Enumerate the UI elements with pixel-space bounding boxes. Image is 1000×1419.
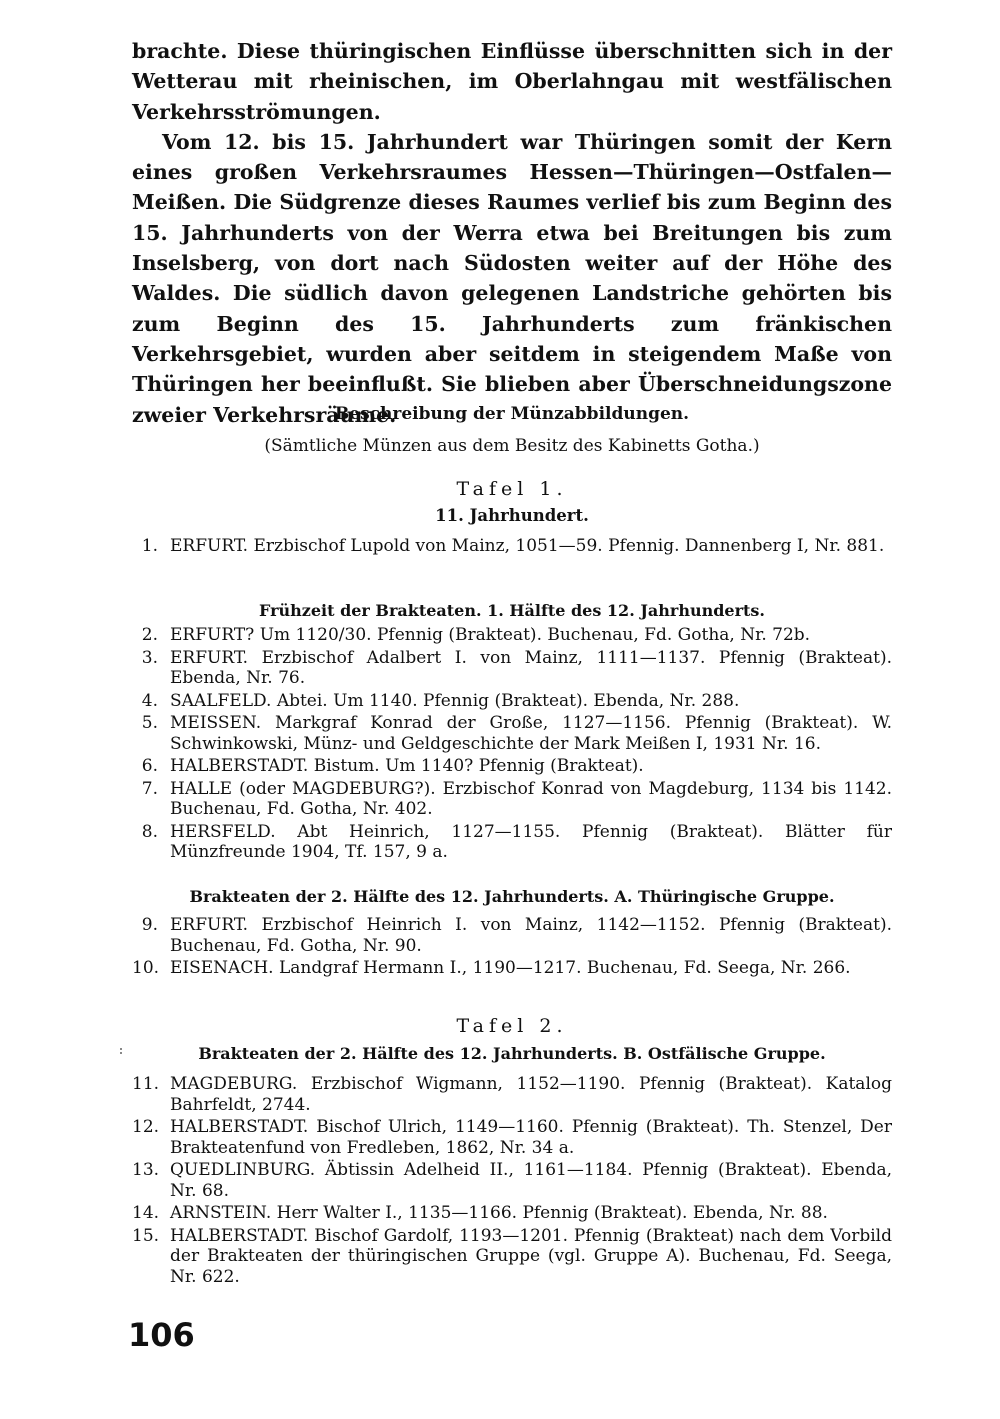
entry-number: 14. [132, 1203, 160, 1223]
entry-text: ERFURT? Um 1120/30. Pfennig (Brakteat). Buchenau, Fd. Gotha, Nr. 72b. [170, 625, 811, 645]
entry-number: 3. [141, 647, 158, 668]
list-item [132, 691, 892, 712]
group-heading-early: Frühzeit der Brakteaten. 1. Hälfte des 12. Jahrhunderts. [258, 601, 765, 620]
list-item [132, 915, 892, 956]
coin-list-3 [132, 915, 892, 981]
entry-number: 4. [141, 690, 158, 711]
plate-1-heading: Tafel 1. [456, 478, 568, 500]
entry-text: HALBERSTADT. Bischof Ulrich, 1149—1160. Pfennig (Brakteat). Th. Stenzel, Der Brakteatenfund von Fredleben, 1862, Nr. 34 a. [170, 1117, 892, 1158]
entry-number: 9. [141, 915, 158, 935]
list-item [132, 958, 892, 979]
entry-text: ARNSTEIN. Herr Walter I., 1135—1166. Pfennig (Brakteat). Ebenda, Nr. 88. [170, 1203, 828, 1223]
list-item [132, 756, 892, 777]
intro-paragraph-2: Vom 12. bis 15. Jahrhundert war Thüringen somit der Kern eines großen Verkehrsraumes Hessen—Thüringen—Ostfalen—Meißen. Die Südgrenze dieses Raumes verlief bis zum Beginn des 15. Jahrhunderts von der Werra etwa bei Breitungen bis zum Inselsberg, von dort nach Südosten weiter auf der Höhe des Waldes. Die südlich davon gelegenen Landstriche gehörten bis zum Beginn des 15. Jahrhunderts zum fränkischen Verkehrsgebiet, wurden aber seitdem in steigendem Maße von Thüringen her beeinflußt. Sie blieben aber Überschneidungszone zweier Verkehrsräume. [132, 129, 892, 427]
entry-text: ERFURT. Erzbischof Heinrich I. von Mainz, 1142—1152. Pfennig (Brakteat). Buchenau, Fd. Gotha, Nr. 90. [170, 915, 892, 956]
entry-text: HALBERSTADT. Bistum. Um 1140? Pfennig (Brakteat). [170, 756, 644, 776]
group-heading-thuringian: Brakteaten der 2. Hälfte des 12. Jahrhunderts. A. Thüringische Gruppe. [189, 887, 835, 906]
entry-number: 2. [141, 625, 158, 645]
list-item [132, 1226, 892, 1288]
group-heading-ostfalian: Brakteaten der 2. Hälfte des 12. Jahrhunderts. B. Ostfälische Gruppe. [198, 1044, 826, 1063]
entry-number: 13. [132, 1160, 160, 1180]
list-item [132, 1074, 892, 1115]
entry-number: 11. [132, 1074, 160, 1094]
entry-text: SAALFELD. Abtei. Um 1140. Pfennig (Brakteat). Ebenda, Nr. 288. [170, 690, 740, 711]
page-number: 106 [128, 1316, 195, 1354]
entry-text: HERSFELD. Abt Heinrich, 1127—1155. Pfennig (Brakteat). Blätter für Münzfreunde 1904, Tf. 157, 9 a. [170, 821, 892, 862]
entry-text: ERFURT. Erzbischof Adalbert I. von Mainz, 1111—1137. Pfennig (Brakteat). Ebenda, Nr. 76. [170, 647, 892, 688]
list-item [132, 822, 892, 863]
entry-number: 5. [141, 713, 158, 733]
entry-number: 7. [141, 778, 158, 799]
entry-number: 12. [132, 1117, 160, 1137]
plate-2-heading: Tafel 2. [456, 1015, 568, 1037]
entry-text: HALLE (oder MAGDEBURG?). Erzbischof Konrad von Magdeburg, 1134 bis 1142. Buchenau, Fd. Gotha, Nr. 402. [170, 778, 892, 819]
list-item [132, 625, 892, 646]
list-item [132, 648, 892, 689]
section-title: Beschreibung der Münzabbildungen. [334, 404, 690, 424]
section-subtitle: (Sämtliche Münzen aus dem Besitz des Kabinetts Gotha.) [264, 436, 760, 456]
list-item [132, 536, 892, 557]
intro-paragraph-1: brachte. Diese thüringischen Einflüsse überschnitten sich in der Wetterau mit rheinischen, im Oberlahngau mit westfälischen Verkehrsströmungen. [132, 39, 892, 124]
entry-number: 15. [132, 1225, 160, 1246]
coin-list-1 [132, 536, 892, 559]
coin-list-4 [132, 1074, 892, 1289]
century-heading: 11. Jahrhundert. [435, 506, 589, 525]
entry-text: EISENACH. Landgraf Hermann I., 1190—1217. Buchenau, Fd. Seega, Nr. 266. [170, 958, 851, 978]
entry-number: 8. [141, 821, 158, 842]
entry-text: MAGDEBURG. Erzbischof Wigmann, 1152—1190. Pfennig (Brakteat). Katalog Bahrfeldt, 2744. [170, 1074, 892, 1115]
list-item [132, 1203, 892, 1224]
entry-number: 6. [141, 756, 158, 776]
entry-text: QUEDLINBURG. Äbtissin Adelheid II., 1161—1184. Pfennig (Brakteat). Ebenda, Nr. 68. [170, 1160, 892, 1201]
list-item [132, 1117, 892, 1158]
entry-text: ERFURT. Erzbischof Lupold von Mainz, 1051—59. Pfennig. Dannenberg I, Nr. 881. [170, 536, 885, 556]
entry-text: HALBERSTADT. Bischof Gardolf, 1193—1201. Pfennig (Brakteat) nach dem Vorbild der Brakteaten der thüringischen Gruppe (vgl. Gruppe A). Buchenau, Fd. Seega, Nr. 622. [170, 1225, 892, 1287]
list-item [132, 779, 892, 820]
entry-number: 1. [141, 536, 158, 556]
intro-text [132, 36, 892, 430]
list-item [132, 713, 892, 754]
entry-text: MEISSEN. Markgraf Konrad der Große, 1127—1156. Pfennig (Brakteat). W. Schwinkowski, Münz- und Geldgeschichte der Mark Meißen I, 1931 Nr. 16. [170, 713, 892, 754]
list-item [132, 1160, 892, 1201]
scan-speck [120, 1048, 130, 1054]
entry-number: 10. [132, 958, 160, 978]
coin-list-2 [132, 625, 892, 865]
